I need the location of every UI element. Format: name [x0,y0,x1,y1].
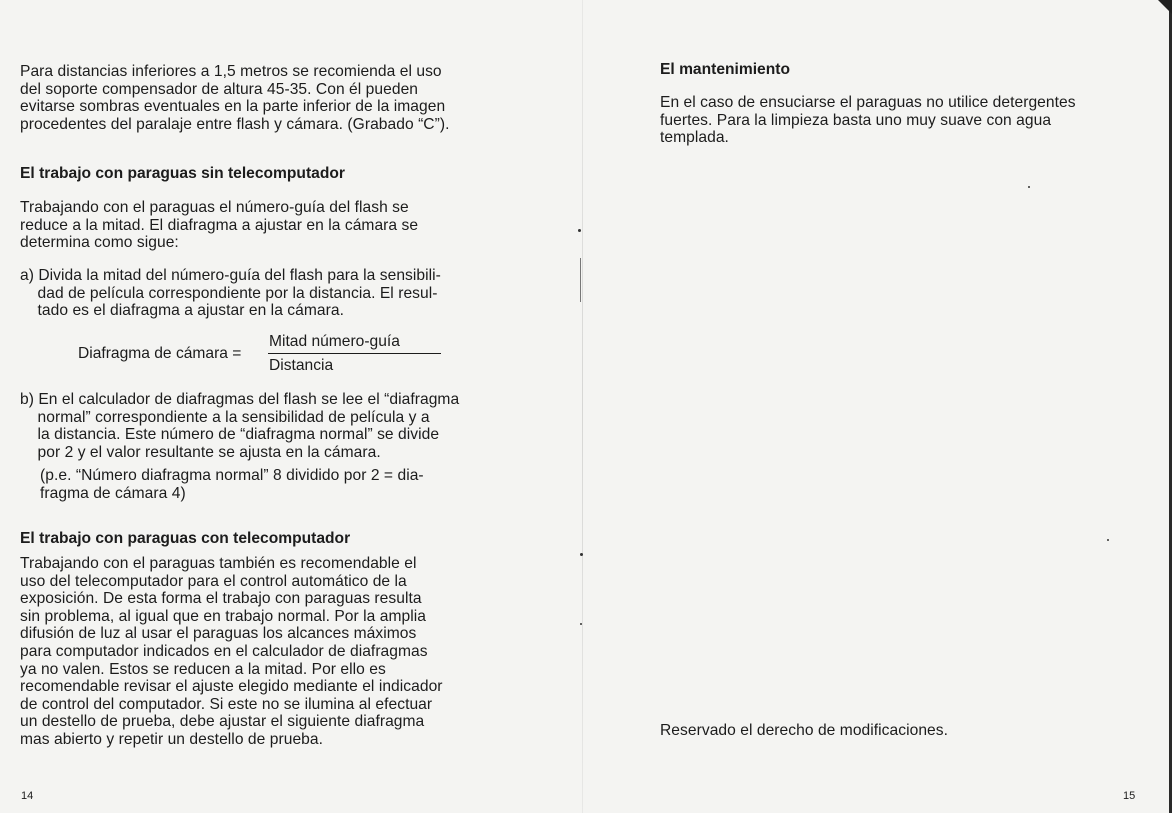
scan-speck [580,623,582,625]
section-heading-without-telecomputer: El trabajo con paraguas sin telecomputador [20,165,345,182]
example-note: (p.e. “Número diafragma normal” 8 dividido por 2 = dia- fragma de cámara 4) [40,467,424,502]
list-item-a: a) Divida la mitad del número-guía del flash para la sensibili- dad de película correspondiente por la distancia. El resul- tado es el diafragma a ajustar en la cámara. [20,267,441,320]
scan-streak [580,258,581,302]
right-page [586,0,1172,813]
scan-speck [1107,539,1109,541]
rights-reserved-note: Reservado el derecho de modificaciones. [660,722,948,739]
section-heading-with-telecomputer: El trabajo con paraguas con telecomputador [20,530,351,547]
maintenance-heading: El mantenimiento [660,61,790,78]
fraction-bar [268,353,441,354]
maintenance-paragraph: En el caso de ensuciarse el paraguas no utilice detergentes fuertes. Para la limpieza basta uno muy suave con agua templada. [660,94,1076,147]
gutter-line [582,0,583,813]
scan-speck [1028,186,1030,188]
formula-lhs: Diafragma de cámara = [78,345,242,362]
paragraph-telecomputer: Trabajando con el paraguas también es recomendable el uso del telecomputador para el control automático de la exposición. De esta forma el trabajo con paraguas resulta sin problema, al igual que en trabajo normal. Por la amplia difusión de luz al usar el paraguas los alcances máximos para computador indicados en el calculador de diafragmas ya no valen. Estos se reducen a la mitad. Por ello es recomendable revisar el ajuste elegido mediante el indicador de control del computador. Si este no se ilumina al efectuar un destello de prueba, debe ajustar el siguiente diafragma mas abierto y repetir un destello de prueba. [20,555,443,748]
page-number-left: 14 [21,790,34,802]
scan-speck [580,553,583,556]
list-item-b: b) En el calculador de diafragmas del flash se lee el “diafragma normal” correspondiente a la sensibilidad de película y a la distancia. Este número de “diafragma normal” se divide por 2 y el valor resultante se ajusta en la cámara. [20,391,460,461]
page-corner [1158,0,1172,14]
formula-numerator: Mitad número-guía [269,333,400,350]
scan-speck [578,229,581,232]
intro-paragraph: Para distancias inferiores a 1,5 metros se recomienda el uso del soporte compensador de altura 45-35. Con él pueden evitarse sombras eventuales en la parte inferior de la imagen procedentes del paralaje entre flash y cámara. (Grabado “C”). [20,63,450,133]
formula-denominator: Distancia [269,357,334,374]
page-number-right: 15 [1123,790,1136,802]
paragraph-guide-number: Trabajando con el paraguas el número-guía del flash se reduce a la mitad. El diafragma a ajustar en la cámara se determina como sigue: [20,199,419,252]
